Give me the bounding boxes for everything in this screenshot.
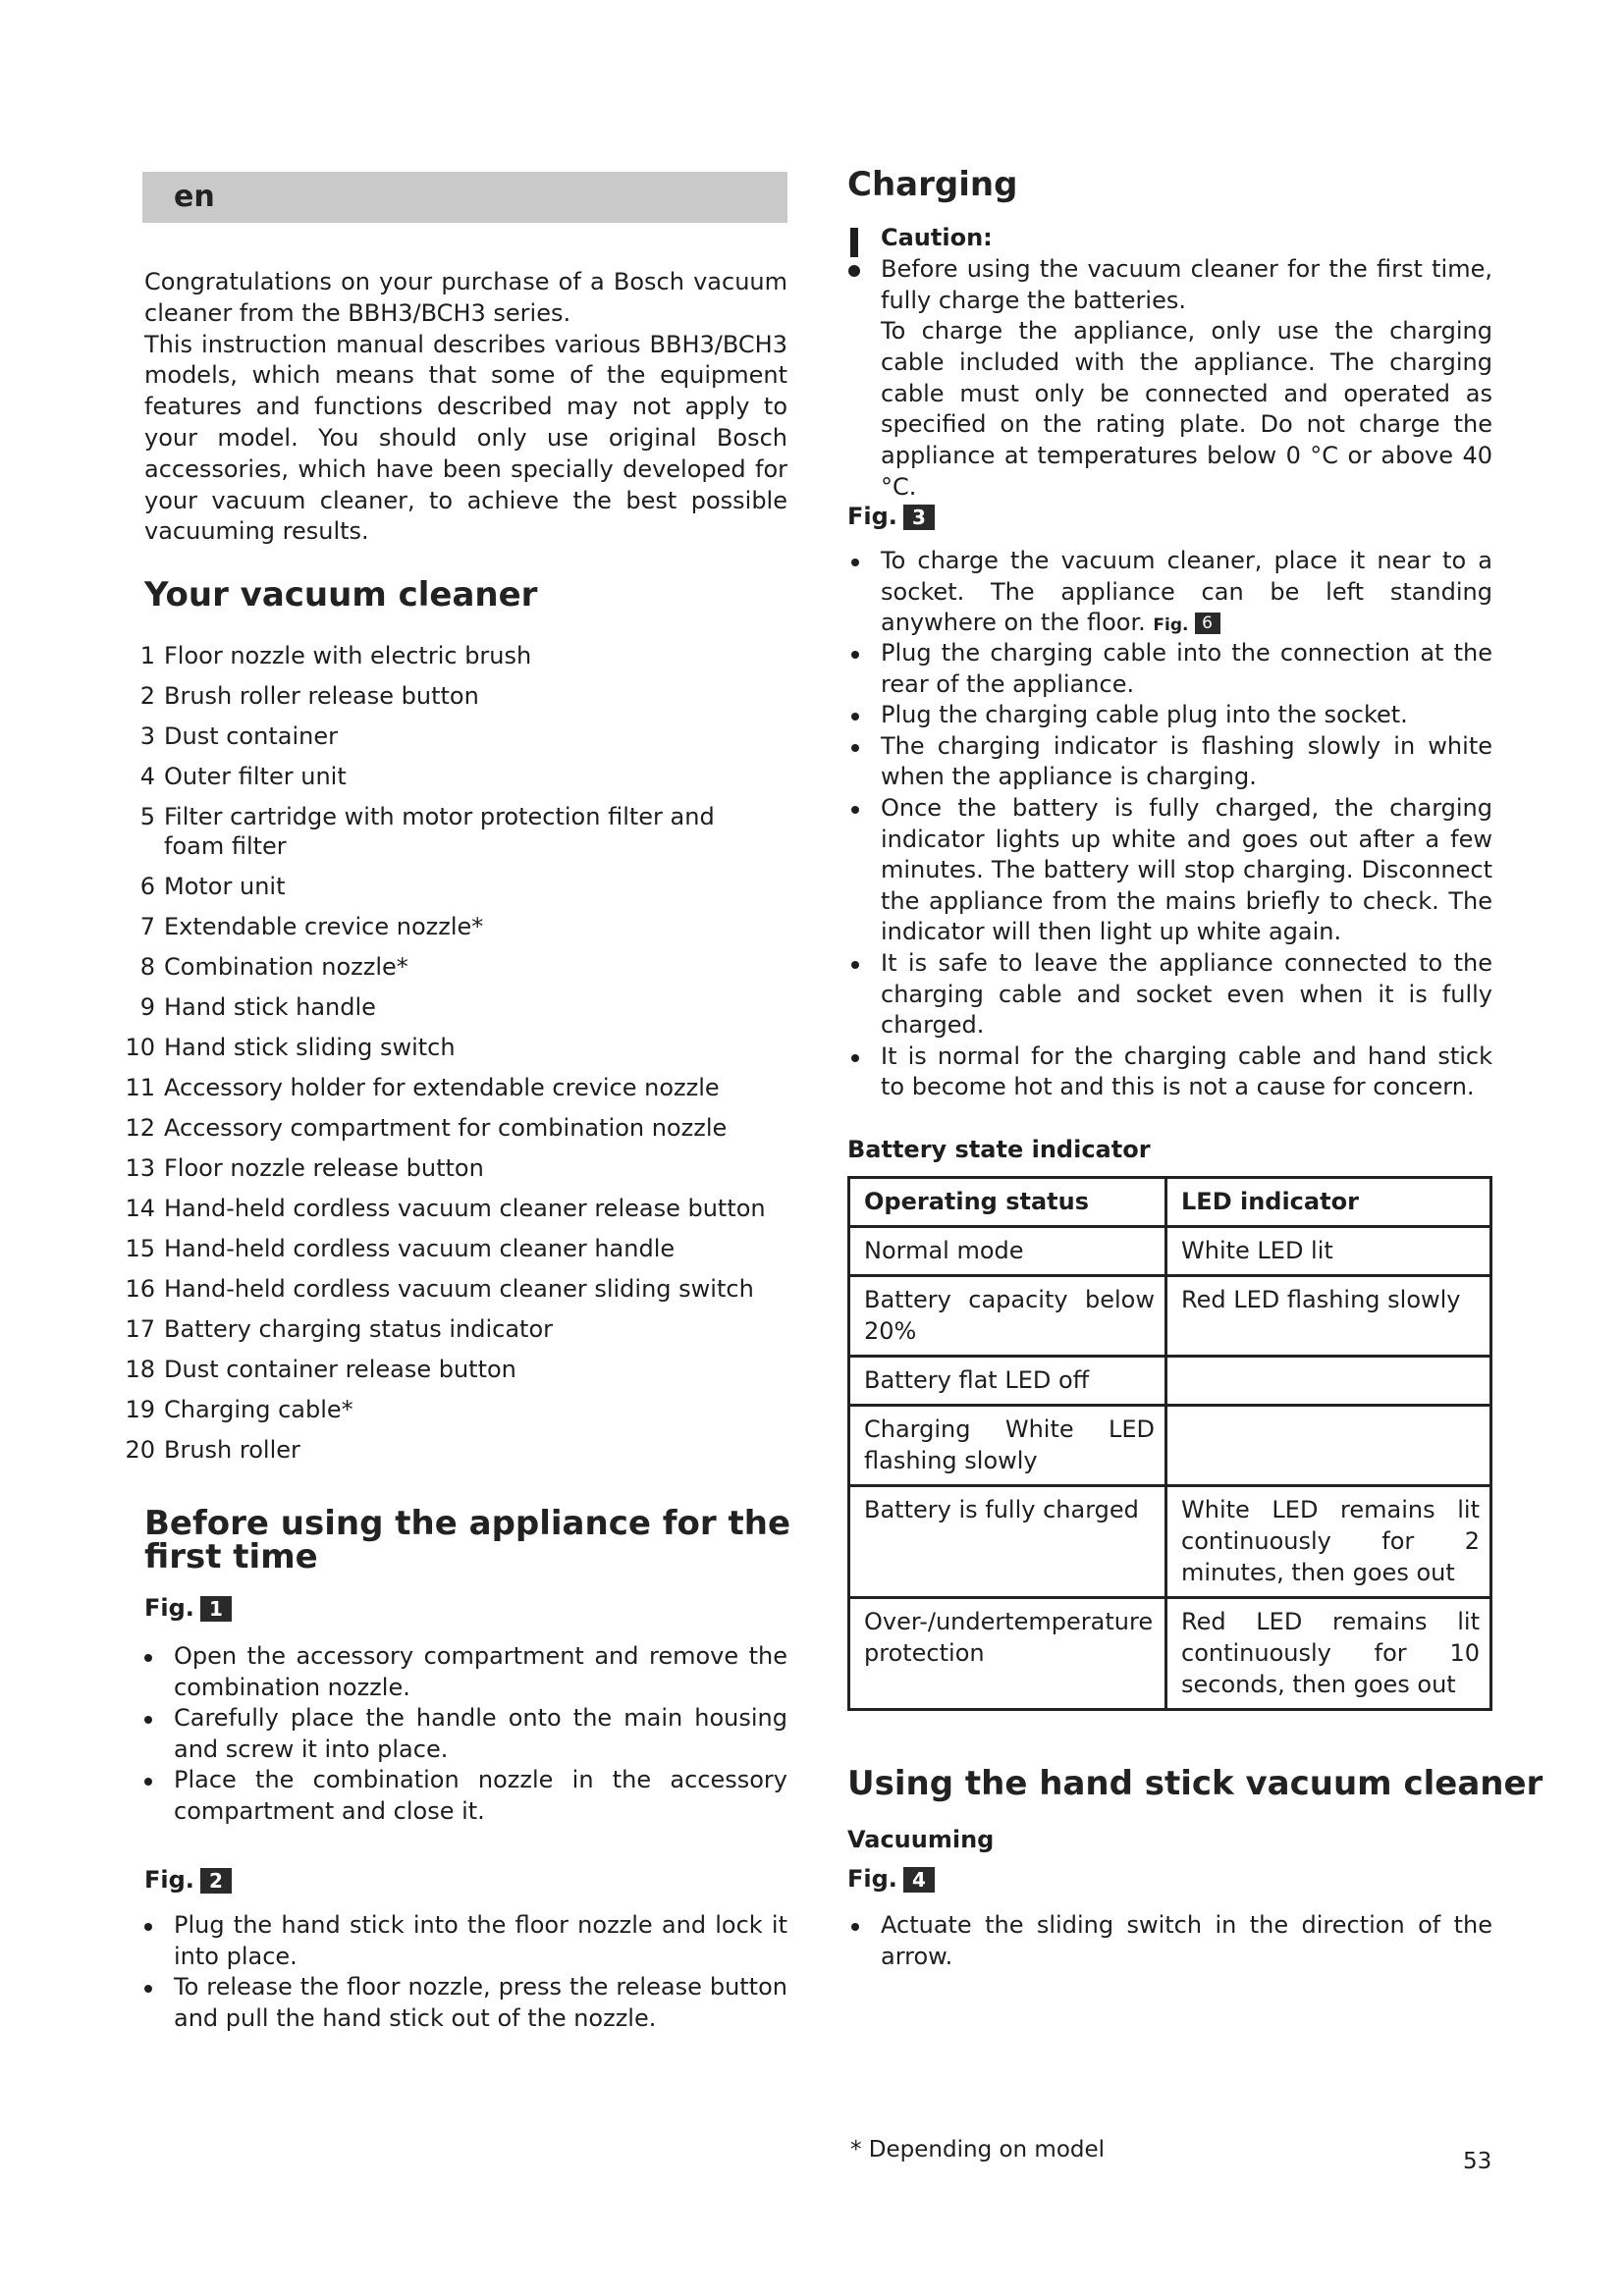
table-header-cell: Operating status bbox=[849, 1178, 1166, 1227]
fig-number-badge: 4 bbox=[903, 1867, 935, 1893]
list-item: Place the combination nozzle in the accessory compartment and close it. bbox=[144, 1765, 787, 1827]
list-item: Plug the hand stick into the floor nozzle and lock it into place. bbox=[144, 1910, 787, 1972]
list-item: 18 Dust container release button bbox=[125, 1356, 516, 1383]
list-item: To release the floor nozzle, press the release button and pull the hand stick out of the nozzle. bbox=[144, 1972, 787, 2034]
table-cell: Over-/undertemperature protection bbox=[849, 1598, 1166, 1710]
subheading-vacuuming: Vacuuming bbox=[847, 1826, 995, 1853]
list-item: Open the accessory compartment and remove the combination nozzle. bbox=[144, 1641, 787, 1703]
table-cell: Battery capacity below 20% bbox=[849, 1276, 1166, 1357]
list-item: 20 Brush roller bbox=[125, 1436, 300, 1464]
table-row bbox=[849, 1598, 1491, 1710]
list-item: Actuate the sliding switch in the direction of the arrow. bbox=[851, 1910, 1492, 1972]
hand-stick-steps bbox=[851, 1910, 1492, 1972]
table-cell: Red LED flashing slowly bbox=[1166, 1276, 1491, 1357]
list-item: It is safe to leave the appliance connected to the charging cable and socket even when it is fully charged. bbox=[851, 948, 1492, 1041]
fig-2-label: Fig. 2 bbox=[144, 1866, 232, 1894]
list-item: 12 Accessory compartment for combination nozzle bbox=[125, 1114, 728, 1142]
list-item: 13 Floor nozzle release button bbox=[125, 1154, 484, 1182]
list-item: It is normal for the charging cable and hand stick to become hot and this is not a cause for concern. bbox=[851, 1041, 1492, 1103]
table-header-cell: LED indicator bbox=[1166, 1178, 1491, 1227]
language-tag: en bbox=[142, 172, 787, 223]
heading-hand-stick: Using the hand stick vacuum cleaner bbox=[847, 1764, 1543, 1803]
footnote: * Depending on model bbox=[850, 2137, 1106, 2163]
table-row bbox=[849, 1486, 1491, 1598]
fig1-steps bbox=[144, 1641, 787, 1828]
table-cell: Battery flat LED off bbox=[849, 1357, 1166, 1406]
fig-4-label: Fig. 4 bbox=[847, 1865, 935, 1893]
list-item: 8 Combination nozzle* bbox=[139, 953, 408, 981]
table-cell bbox=[1166, 1406, 1491, 1486]
list-item: 11 Accessory holder for extendable crevice nozzle bbox=[125, 1074, 720, 1101]
list-item: 6 Motor unit bbox=[139, 873, 286, 900]
charging-steps bbox=[851, 546, 1492, 642]
caution-text-2: To charge the appliance, only use the charging cable included with the appliance. The charging cable must only be connected and operated as specified on the rating plate. Do not charge the appliance at temperatures below 0 °C or above 40 °C. bbox=[881, 317, 1492, 501]
table-header-row bbox=[849, 1178, 1491, 1227]
list-item: 5 Filter cartridge with motor protection filter and foam filter bbox=[139, 803, 715, 860]
table-cell: Normal mode bbox=[849, 1227, 1166, 1276]
list-item: 10 Hand stick sliding switch bbox=[125, 1034, 456, 1061]
list-item: Plug the charging cable plug into the socket. bbox=[851, 700, 1492, 731]
battery-table-title: Battery state indicator bbox=[847, 1136, 1151, 1163]
table-row bbox=[849, 1276, 1491, 1357]
table-cell: Red LED remains lit continuously for 10 seconds, then goes out bbox=[1166, 1598, 1491, 1710]
heading-your-vacuum-cleaner: Your vacuum cleaner bbox=[144, 575, 538, 614]
battery-state-table bbox=[847, 1176, 1492, 1711]
list-item: 2 Brush roller release button bbox=[139, 682, 479, 710]
table-cell: White LED remains lit continuously for 2 minutes, then goes out bbox=[1166, 1486, 1491, 1598]
list-item: 17 Battery charging status indicator bbox=[125, 1315, 554, 1343]
fig2-steps bbox=[144, 1910, 787, 2034]
list-item: The charging indicator is flashing slowly in white when the appliance is charging. bbox=[851, 731, 1492, 793]
table-row bbox=[849, 1227, 1491, 1276]
caution-text: Before using the vacuum cleaner for the first time, fully charge the batteries. bbox=[881, 255, 1492, 314]
fig-number-badge: 6 bbox=[1195, 613, 1220, 634]
parts-list bbox=[116, 636, 793, 1470]
list-item: 19 Charging cable* bbox=[125, 1396, 353, 1423]
charging-steps-rest bbox=[851, 638, 1492, 1103]
list-item: 3 Dust container bbox=[139, 722, 338, 750]
list-item: 4 Outer filter unit bbox=[139, 763, 347, 790]
list-item: 15 Hand-held cordless vacuum cleaner handle bbox=[125, 1235, 676, 1262]
heading-before-first-use: Before using the appliance for the first time bbox=[144, 1504, 791, 1576]
list-item: 1 Floor nozzle with electric brush bbox=[139, 642, 532, 669]
page-number: 53 bbox=[1463, 2149, 1492, 2174]
list-item: 7 Extendable crevice nozzle* bbox=[139, 913, 484, 940]
table-cell: Battery is fully charged bbox=[849, 1486, 1166, 1598]
list-item: 16 Hand-held cordless vacuum cleaner sliding switch bbox=[125, 1275, 754, 1303]
table-cell bbox=[1166, 1357, 1491, 1406]
table-row bbox=[849, 1357, 1491, 1406]
caution-icon bbox=[847, 228, 861, 281]
fig-number-badge: 2 bbox=[200, 1868, 232, 1894]
list-item: 14 Hand-held cordless vacuum cleaner release button bbox=[125, 1195, 766, 1222]
list-item: Once the battery is fully charged, the charging indicator lights up white and goes out after a few minutes. The battery will stop charging. Disconnect the appliance from the mains briefly to check. The indicator will then light up white again. bbox=[851, 793, 1492, 948]
heading-charging: Charging bbox=[847, 165, 1018, 204]
list-item: Carefully place the handle onto the main housing and screw it into place. bbox=[144, 1703, 787, 1765]
fig-1-label: Fig. 1 bbox=[144, 1594, 232, 1622]
table-cell: White LED lit bbox=[1166, 1227, 1491, 1276]
list-item: Plug the charging cable into the connection at the rear of the appliance. bbox=[851, 638, 1492, 700]
caution-label: Caution: bbox=[881, 224, 993, 251]
intro-paragraph: Congratulations on your purchase of a Bosch vacuum cleaner from the BBH3/BCH3 series. This instruction manual describes various BBH3/BCH3 models, which means that some of the equipment features and functions described may not apply to your model. You should only use original Bosch accessories, which have been specially developed for your vacuum cleaner, to achieve the best possible vacuuming results. bbox=[144, 268, 787, 546]
table-cell: Charging White LED flashing slowly bbox=[849, 1406, 1166, 1486]
list-item: To charge the vacuum cleaner, place it near to a socket. The appliance can be left standing anywhere on the floor. Fig. 6 bbox=[851, 546, 1492, 642]
fig-3-label: Fig. 3 bbox=[847, 503, 935, 530]
list-item: 9 Hand stick handle bbox=[139, 993, 376, 1021]
table-row bbox=[849, 1406, 1491, 1486]
fig-number-badge: 3 bbox=[903, 505, 935, 530]
fig-number-badge: 1 bbox=[200, 1596, 232, 1622]
